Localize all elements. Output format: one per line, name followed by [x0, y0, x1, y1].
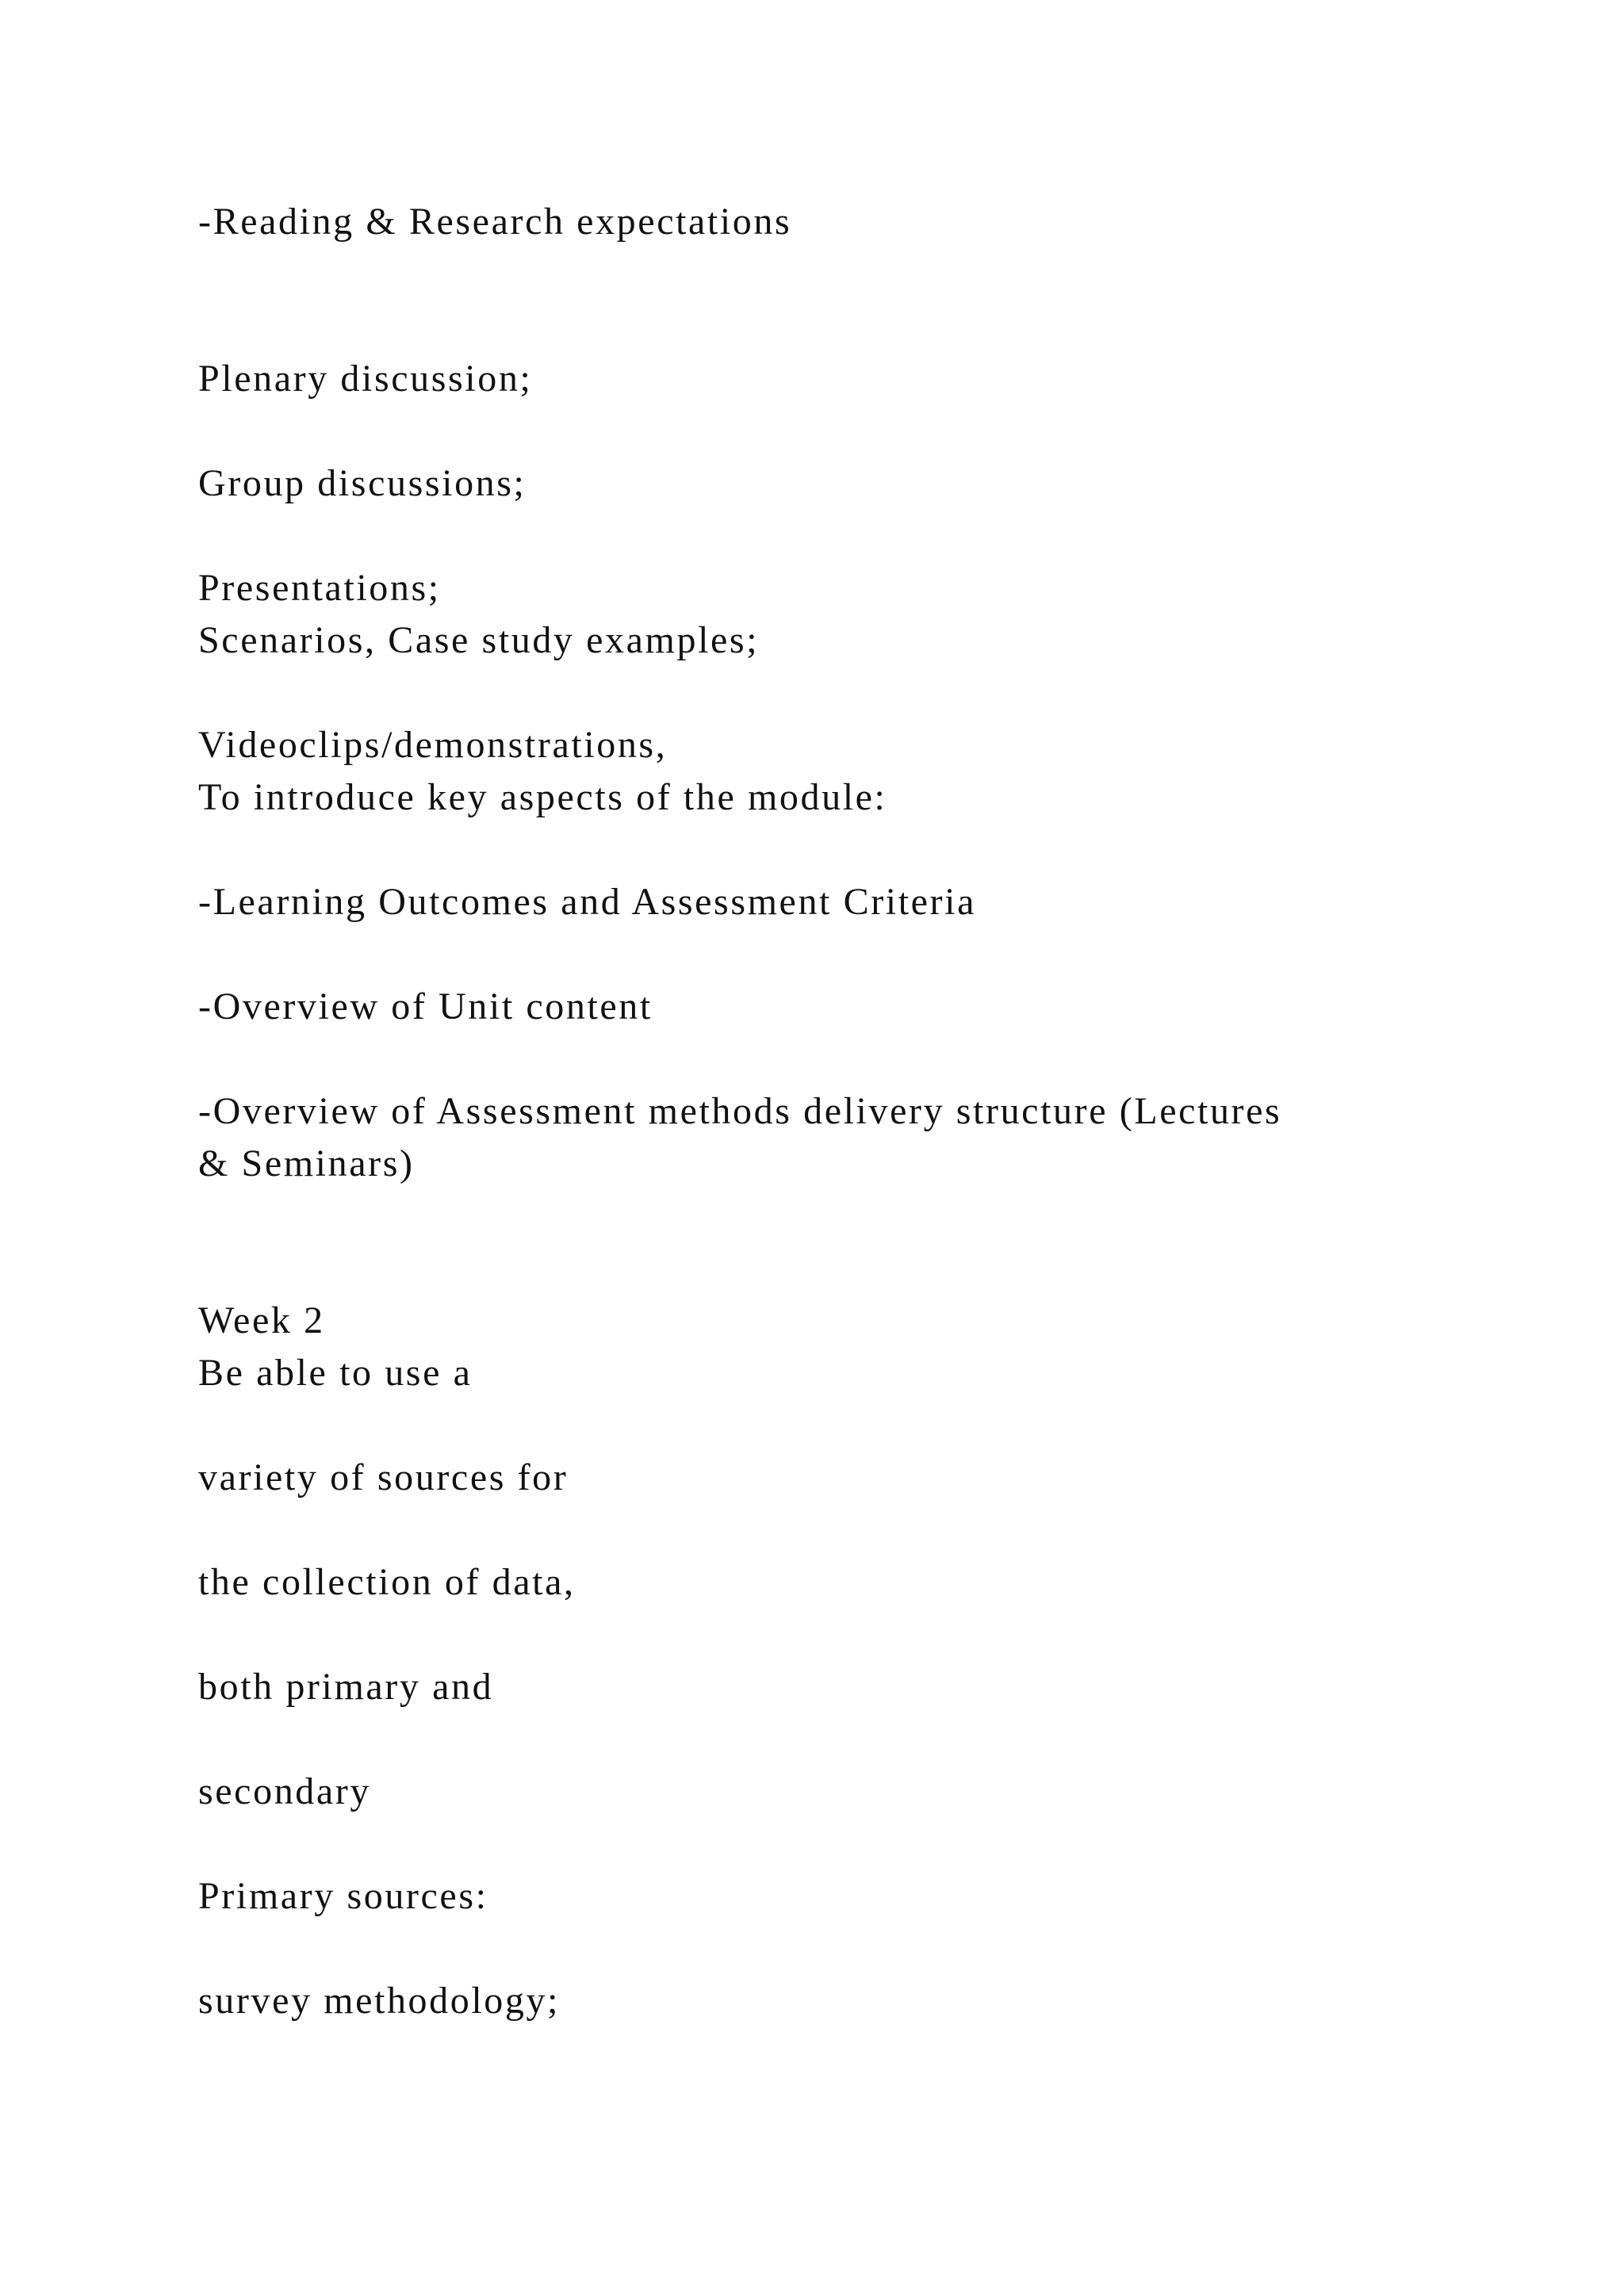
text-line: Group discussions; [198, 462, 527, 504]
text-line: Be able to use a [198, 1352, 473, 1394]
text-line: Plenary discussion; [198, 358, 533, 400]
text-line: the collection of data, [198, 1561, 576, 1603]
text-line: Videoclips/demonstrations, [198, 724, 668, 766]
text-line: -Reading & Research expectations [198, 201, 792, 243]
text-line: To introduce key aspects of the module: [198, 776, 887, 818]
text-line: secondary [198, 1770, 371, 1812]
text-line: Scenarios, Case study examples; [198, 619, 760, 661]
text-line: Presentations; [198, 567, 441, 609]
text-line: Week 2 [198, 1299, 325, 1341]
text-line: -Overview of Unit content [198, 985, 653, 1027]
text-line: Primary sources: [198, 1875, 488, 1917]
text-line: & Seminars) [198, 1142, 415, 1184]
text-line: variety of sources for [198, 1456, 569, 1498]
text-line: both primary and [198, 1666, 494, 1708]
text-line: -Overview of Assessment methods delivery structure (Lectures [198, 1090, 1282, 1132]
text-line: -Learning Outcomes and Assessment Criteria [198, 881, 976, 923]
text-line: survey methodology; [198, 1980, 561, 2022]
